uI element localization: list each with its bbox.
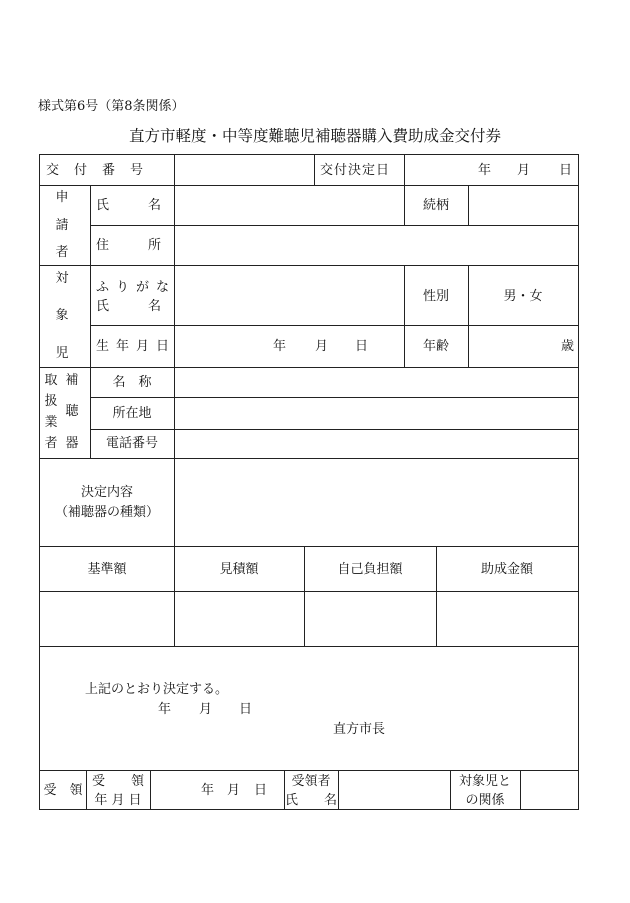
dealer-col2-char-3: 器 bbox=[65, 436, 79, 451]
receiver-label-line1: 受領者 bbox=[291, 774, 331, 789]
receipt-label: 受 領 bbox=[43, 783, 83, 798]
relation-label-line2: の関係 bbox=[465, 793, 505, 808]
applicant-group-char-2: 請 bbox=[55, 218, 69, 233]
relation-label-line1: 対象児と bbox=[458, 774, 512, 789]
receipt-date-month: 月 bbox=[227, 783, 241, 798]
child-group-char-3: 児 bbox=[55, 346, 69, 361]
receipt-date-label-line1: 受 領 bbox=[91, 774, 145, 789]
form-number: 様式第6号（第8条関係） bbox=[38, 99, 185, 114]
statement-day: 日 bbox=[239, 702, 253, 717]
dealer-col1-char-1: 取 bbox=[44, 373, 58, 388]
receiver-label-line2: 氏 名 bbox=[284, 793, 338, 808]
applicant-address-label: 住 所 bbox=[96, 238, 162, 253]
statement-signer: 直方市長 bbox=[333, 722, 386, 737]
statement-year: 年 bbox=[158, 702, 172, 717]
child-age-label: 年齢 bbox=[423, 339, 450, 354]
dealer-col1-char-2: 扱 bbox=[44, 394, 58, 409]
dealer-col1-char-3: 業 bbox=[44, 415, 58, 430]
applicant-group-char-1: 申 bbox=[55, 190, 69, 205]
decision-date-year: 年 bbox=[478, 163, 492, 178]
statement-text: 上記のとおり決定する。 bbox=[85, 682, 229, 697]
receipt-date-day: 日 bbox=[254, 783, 268, 798]
decision-date-label: 交付決定日 bbox=[320, 163, 391, 178]
applicant-name-label: 氏 名 bbox=[96, 198, 162, 213]
receipt-date-year: 年 bbox=[201, 783, 215, 798]
statement-month: 月 bbox=[199, 702, 213, 717]
applicant-relation-label: 続柄 bbox=[423, 198, 450, 213]
header-self-pay-amount: 自己負担額 bbox=[337, 562, 403, 577]
child-birth-month: 月 bbox=[315, 339, 329, 354]
issue-number-label: 交 付 番 号 bbox=[46, 163, 145, 178]
dealer-col2-char-1: 補 bbox=[65, 373, 79, 388]
child-furigana-label: ふりがな bbox=[96, 280, 177, 295]
decision-date-month: 月 bbox=[517, 163, 531, 178]
decision-label: 決定内容 bbox=[80, 485, 134, 500]
dealer-col2-char-2: 聴 bbox=[65, 404, 79, 419]
decision-date-day: 日 bbox=[559, 163, 573, 178]
dealer-phone-label: 電話番号 bbox=[105, 436, 159, 451]
child-age-unit: 歳 bbox=[561, 339, 575, 354]
child-name-label: 氏 名 bbox=[96, 299, 162, 314]
dealer-col1-char-4: 者 bbox=[44, 436, 58, 451]
decision-sublabel: （補聴器の種類） bbox=[54, 505, 160, 520]
header-estimate-amount: 見積額 bbox=[219, 562, 259, 577]
child-birth-year: 年 bbox=[273, 339, 287, 354]
header-standard-amount: 基準額 bbox=[87, 562, 127, 577]
receipt-date-label-line2: 年 月 日 bbox=[94, 793, 142, 808]
child-gender-label: 性別 bbox=[423, 289, 450, 304]
dealer-name-label: 名 称 bbox=[112, 375, 152, 390]
child-gender-value: 男・女 bbox=[503, 289, 543, 304]
header-subsidy-amount: 助成金額 bbox=[480, 562, 534, 577]
child-birth-day: 日 bbox=[355, 339, 369, 354]
dealer-location-label: 所在地 bbox=[112, 406, 152, 421]
child-group-char-1: 対 bbox=[55, 271, 69, 286]
child-birth-label: 生年月日 bbox=[96, 339, 177, 354]
child-group-char-2: 象 bbox=[55, 308, 69, 323]
applicant-group-char-3: 者 bbox=[55, 245, 69, 260]
form-title: 直方市軽度・中等度難聴児補聴器購入費助成金交付券 bbox=[128, 127, 501, 145]
